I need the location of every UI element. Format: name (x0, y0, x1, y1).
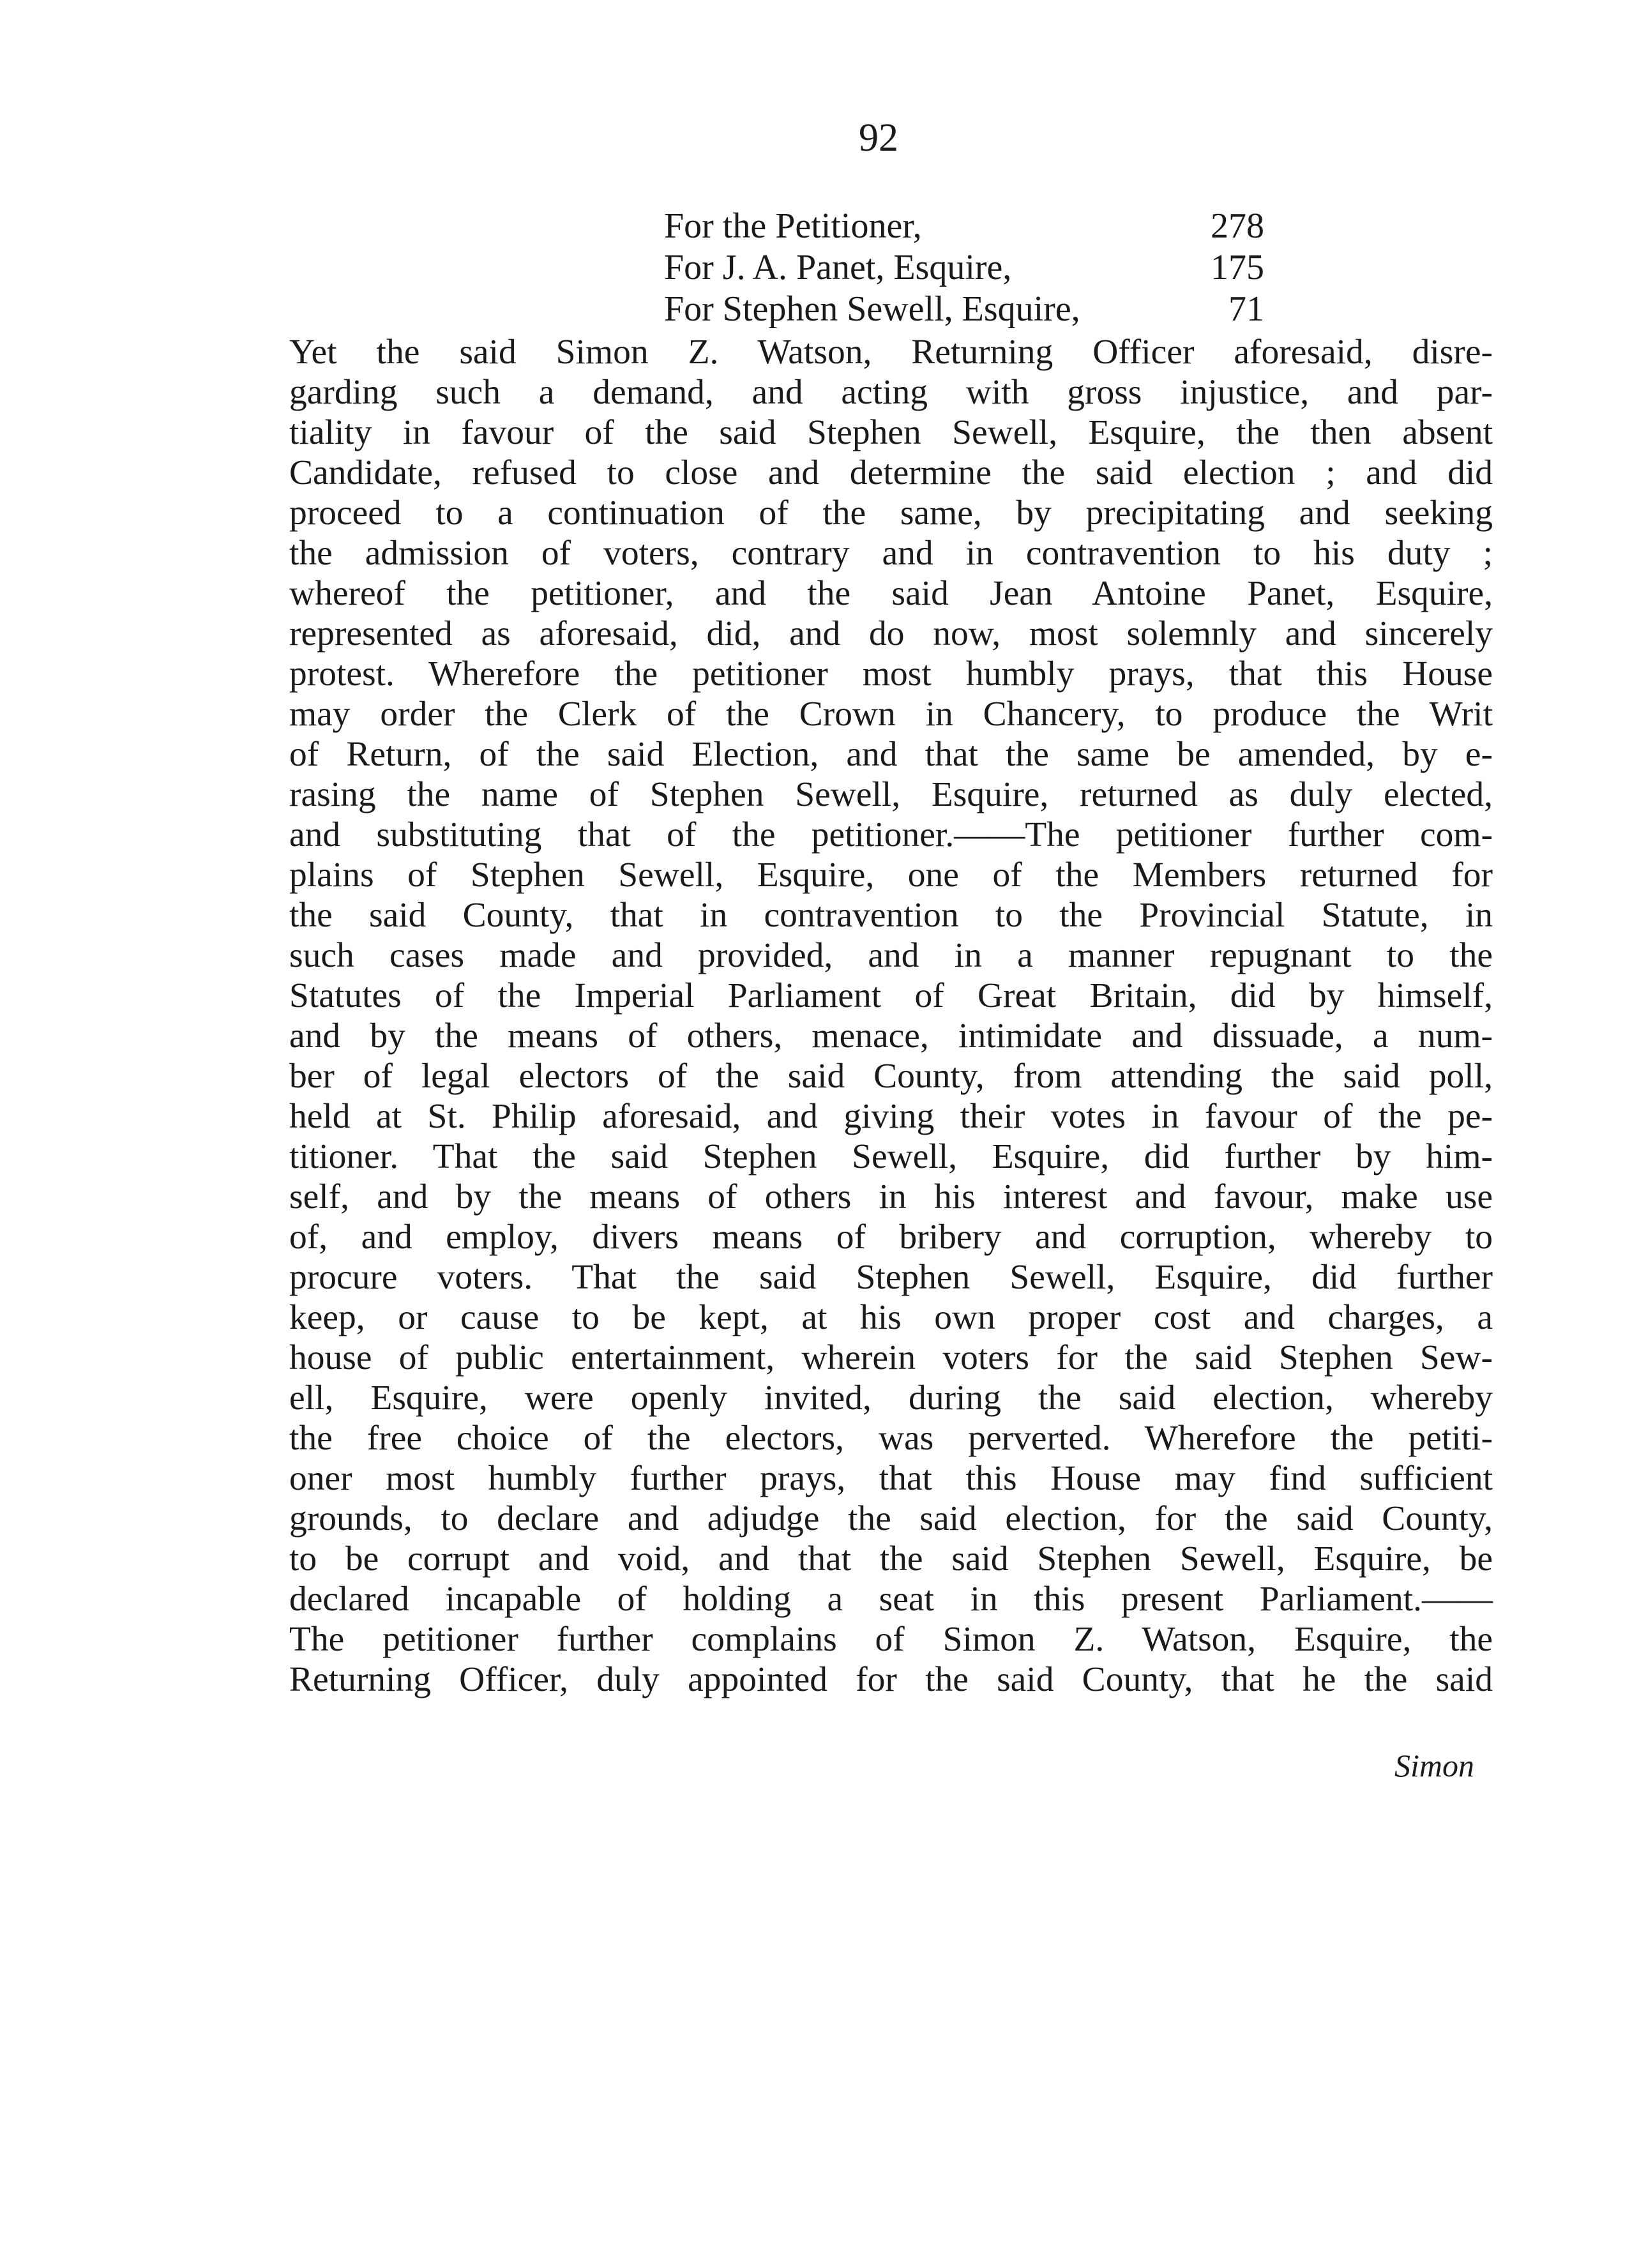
text-line: ber of legal electors of the said County, from attending the said poll, (289, 1057, 1493, 1096)
text-line: garding such a demand, and acting with gross injustice, and par- (289, 373, 1493, 412)
text-line: and substituting that of the petitioner.——The petitioner further com- (289, 815, 1493, 854)
text-line: and by the means of others, menace, intimidate and dissuade, a num- (289, 1017, 1493, 1055)
catchword: Simon (1394, 1748, 1474, 1783)
text-line: the said County, that in contravention to the Provincial Statute, in (289, 896, 1493, 935)
text-line: plains of Stephen Sewell, Esquire, one of the Members returned for (289, 856, 1493, 895)
text-line: Statutes of the Imperial Parliament of Great Britain, did by himself, (289, 976, 1493, 1015)
text-line: of Return, of the said Election, and that the same be amended, by e- (289, 735, 1493, 774)
text-line: the free choice of the electors, was perverted. Wherefore the petiti- (289, 1419, 1493, 1458)
tally-row (664, 206, 1264, 247)
page-number: 92 (859, 116, 898, 160)
text-line: such cases made and provided, and in a manner repugnant to the (289, 936, 1493, 975)
text-line: of, and employ, divers means of bribery and corruption, whereby to (289, 1218, 1493, 1257)
text-line: The petitioner further complains of Simon Z. Watson, Esquire, the (289, 1620, 1493, 1659)
text-line: ell, Esquire, were openly invited, during the said election, whereby (289, 1379, 1493, 1418)
text-line: the admission of voters, contrary and in contravention to his duty ; (289, 534, 1493, 573)
text-line: may order the Clerk of the Crown in Chancery, to produce the Writ (289, 695, 1493, 734)
body-text (289, 332, 1493, 1700)
text-line: represented as aforesaid, did, and do now, most solemnly and sincerely (289, 614, 1493, 653)
tally-label: For the Petitioner, (664, 206, 922, 246)
text-line: keep, or cause to be kept, at his own proper cost and charges, a (289, 1298, 1493, 1337)
text-line: titioner. That the said Stephen Sewell, Esquire, did further by him- (289, 1137, 1493, 1176)
text-line: grounds, to declare and adjudge the said election, for the said County, (289, 1499, 1493, 1538)
tally-label: For Stephen Sewell, Esquire, (664, 289, 1080, 329)
text-line: whereof the petitioner, and the said Jean Antoine Panet, Esquire, (289, 574, 1493, 613)
text-line: Yet the said Simon Z. Watson, Returning Officer aforesaid, disre- (289, 333, 1493, 372)
text-line: protest. Wherefore the petitioner most humbly prays, that this House (289, 654, 1493, 693)
tally-votes: 278 (1211, 206, 1264, 246)
text-line: tiality in favour of the said Stephen Sewell, Esquire, the then absent (289, 413, 1493, 452)
tally-row (664, 289, 1264, 330)
text-line: declared incapable of holding a seat in this present Parliament.—— (289, 1580, 1493, 1619)
tally-votes: 71 (1228, 289, 1264, 329)
text-line: rasing the name of Stephen Sewell, Esquire, returned as duly elected, (289, 775, 1493, 814)
tally-votes: 175 (1211, 248, 1264, 287)
text-line: Returning Officer, duly appointed for the said County, that he the said (289, 1660, 1493, 1699)
text-line: held at St. Philip aforesaid, and giving their votes in favour of the pe- (289, 1097, 1493, 1136)
text-line: proceed to a continuation of the same, by precipitating and seeking (289, 494, 1493, 533)
tally-row (664, 247, 1264, 289)
vote-tally (664, 206, 1264, 330)
text-line: house of public entertainment, wherein voters for the said Stephen Sew- (289, 1338, 1493, 1377)
text-line: Candidate, refused to close and determine the said election ; and did (289, 453, 1493, 492)
text-line: procure voters. That the said Stephen Sewell, Esquire, did further (289, 1258, 1493, 1297)
text-line: to be corrupt and void, and that the said Stephen Sewell, Esquire, be (289, 1539, 1493, 1578)
text-line: oner most humbly further prays, that this House may find sufficient (289, 1459, 1493, 1498)
tally-label: For J. A. Panet, Esquire, (664, 248, 1012, 287)
text-line: self, and by the means of others in his interest and favour, make use (289, 1177, 1493, 1216)
